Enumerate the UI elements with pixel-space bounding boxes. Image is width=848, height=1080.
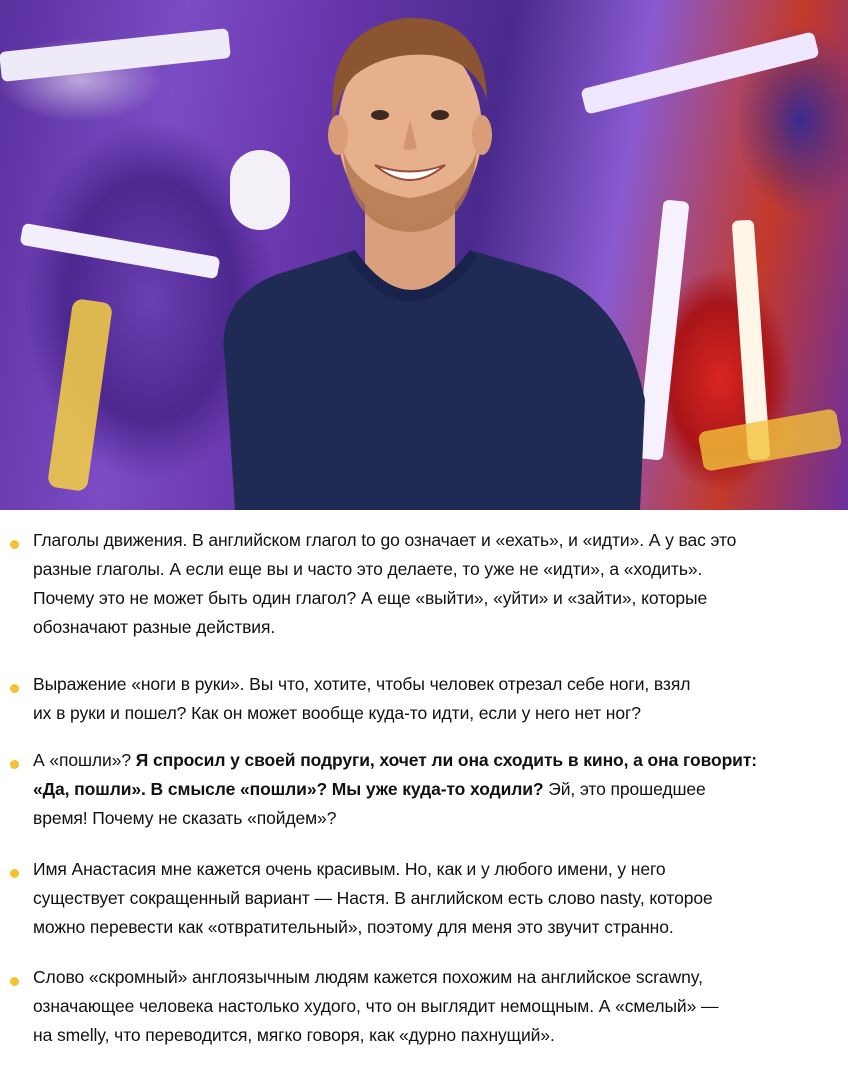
text-line: Выражение «ноги в руки». Вы что, хотите, чтобы человек отрезал себе ноги, взял [33,674,691,694]
text-line: Почему это не может быть один глагол? А еще «выйти», «уйти» и «зайти», которые [33,588,708,608]
text-line: время! Почему не сказать «пойдем»? [33,808,337,828]
text-line: их в руки и пошел? Как он может вообще куда-то идти, если у него нет ног? [33,703,641,723]
text-line: означающее человека настолько худого, что он выглядит немощным. А «смелый» — [33,996,719,1016]
text-line: существует сокращенный вариант — Настя. В английском есть слово nasty, которое [33,888,713,908]
text-line: можно перевести как «отвратительный», поэтому для меня это звучит странно. [33,917,674,937]
graffiti-stroke [47,298,113,492]
text-line: «Да, пошли». В смысле «пошли»? Мы уже куда-то ходили? Эй, это прошедшее [33,779,706,799]
text-line: А «пошли»? Я спросил у своей подруги, хочет ли она сходить в кино, а она говорит: [33,750,758,770]
paragraph-text [33,855,839,942]
bullet-icon [10,684,19,693]
text-line: Слово «скромный» англоязычным людям кажется похожим на английское scrawny, [33,967,703,987]
paragraph-text [33,526,839,642]
paragraph-text [33,963,839,1050]
paragraph-text [33,670,839,728]
text-line: разные глаголы. А если еще вы и часто это делаете, то уже не «идти», а «ходить». [33,559,703,579]
text-line: Имя Анастасия мне кажется очень красивым. Но, как и у любого имени, у него [33,859,666,879]
bullet-icon [10,869,19,878]
graffiti-stroke [20,223,221,279]
graffiti-stroke [698,408,843,472]
bullet-icon [10,977,19,986]
paragraph-text [33,746,839,833]
article-body [0,510,848,1080]
hero-photo [0,0,848,510]
text-line: Глаголы движения. В английском глагол to go означает и «ехать», и «идти». А у вас это [33,530,737,550]
text-line: обозначают разные действия. [33,617,276,637]
person-illustration [215,0,655,510]
bullet-icon [10,540,19,549]
graffiti-stroke [0,28,231,82]
bullet-icon [10,760,19,769]
text-line: на smelly, что переводится, мягко говоря, как «дурно пахнущий». [33,1025,555,1045]
